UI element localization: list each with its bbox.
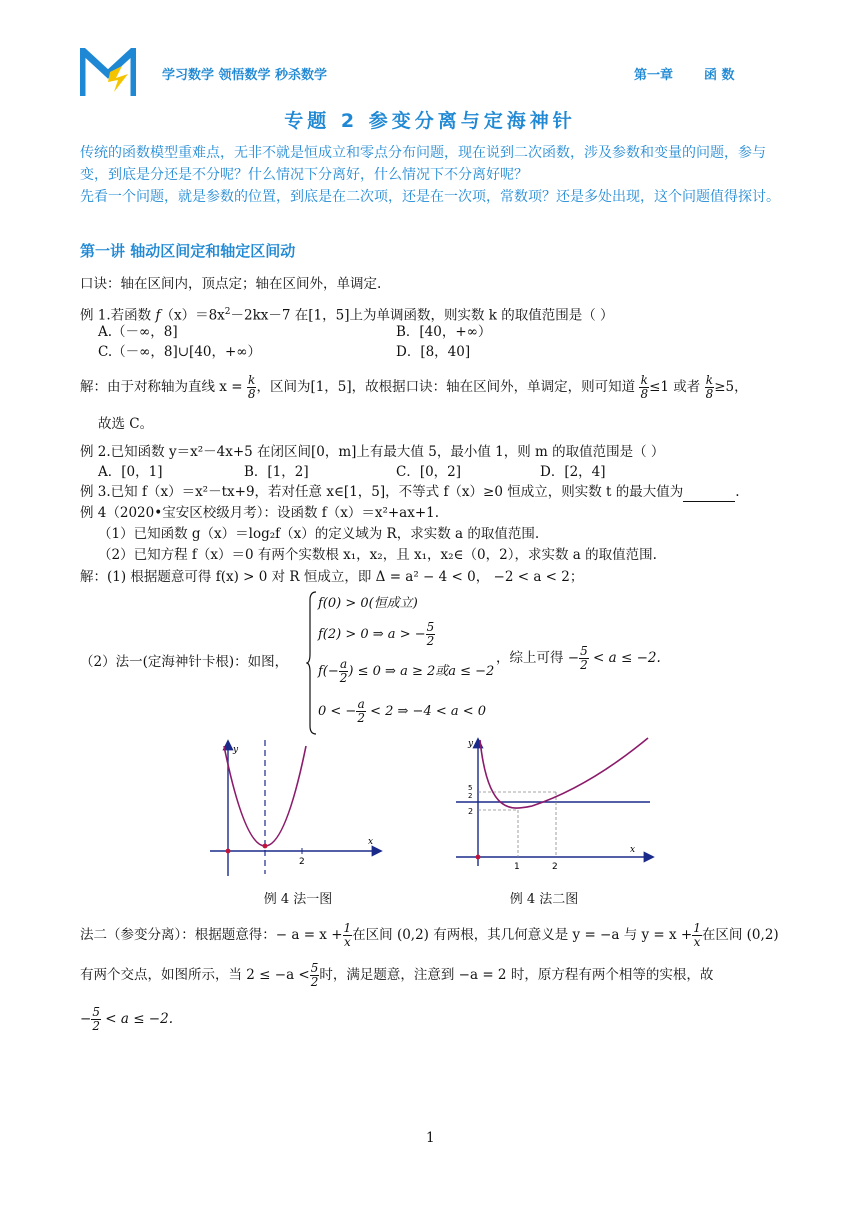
example-2-option-d: D．[2，4] — [540, 464, 606, 480]
example-4-question-2: （2）已知方程 f（x）＝0 有两个实数根 x₁，x₂，且 x₁，x₂∈（0，2），求实数 a 的取值范围. — [98, 547, 657, 563]
method-1-label: （2）法一(定海神针卡根)：如图， — [80, 654, 289, 670]
intro-paragraph-2: 先看一个问题，就是参数的位置，到底是在二次项，还是在一次项，常数项？还是多处出现，这个问题值得探讨。 — [80, 189, 780, 205]
case-system: f(0) > 0(恒成立) f(2) > 0 ⇒ a > − $\frac{5}{2}$ f(− $\frac{a}{2}$ ) ≤ 0 ⇒ a ≥ 2或a ≤ −2 0 < − $\frac{a}{2}$ < 2 ⇒ −4 < a < 0 — [318, 596, 495, 725]
example-1-option-c: C.（－∞，8]∪[40，+∞） — [98, 344, 262, 360]
page-title: 专题 2 参变分离与定海神针 — [284, 110, 576, 132]
intercept-point — [226, 849, 231, 854]
tick-1: 1 — [514, 862, 520, 870]
method-2-line-1: 法二（参变分离）：根据题意得：− a = x + $\frac{1}{x}$ 在区间 (0,2) 有两根，其几何意义是 y = −a 与 y = x + $\frac{1}{x}$ 在区间 (0,2) — [80, 921, 779, 949]
intro-paragraph-1: 传统的函数模型重难点，无非不就是恒成立和零点分布问题，现在说到二次函数，涉及参数和变量的问题，参与变，到底是分还是不分呢？什么情况下分离好，什么情况下不分离好呢？ — [80, 145, 766, 183]
tick-y2: 2 — [468, 807, 474, 816]
example-2-option-c: C．[0，2] — [396, 464, 462, 480]
vertex-point — [263, 844, 268, 849]
brand-logo — [80, 48, 136, 98]
mnemonic: 口诀：轴在区间内，顶点定；轴在区间外，单调定. — [80, 276, 382, 292]
example-1-option-a: A.（－∞，8] — [98, 324, 178, 340]
tick-2: 2 — [552, 862, 558, 870]
header-chapter-name: 函 数 — [704, 68, 735, 83]
y-label: y — [468, 739, 474, 749]
header-slogan: 学习数学 领悟数学 秒杀数学 — [162, 68, 328, 83]
example-4-stem: 例 4（2020•宝安区校级月考）：设函数 f（x）＝x²+ax+1. — [80, 505, 440, 521]
tick-2: 2 — [299, 857, 305, 867]
method-2-line-2: 有两个交点，如图所示，当 2 ≤ −a < $\frac{5}{2}$ 时，满足题意，注意到 −a = 2 时，原方程有两个相等的实根，故 — [80, 961, 714, 989]
figure-2-caption: 例 4 法二图 — [509, 892, 579, 907]
example-1-answer: 故选 C。 — [98, 416, 154, 432]
example-4-solution-1: 解：(1) 根据题意可得 f(x) > 0 对 R 恒成立，即 Δ = a² − 4 < 0， −2 < a < 2； — [80, 569, 584, 585]
example-3-stem: 例 3.已知 f（x）＝x²－tx+9，若对任意 x∈[1，5]，不等式 f（x）≥0 恒成立，则实数 t 的最大值为 . — [80, 484, 740, 500]
example-1-option-d: D．[8，40] — [396, 344, 471, 360]
tick-5: 5 — [468, 784, 473, 792]
figure-method-1 — [200, 736, 386, 882]
x-label: x — [630, 845, 636, 855]
system-brace — [306, 590, 318, 736]
example-1-stem: 例 1.若函数 $f(x)=8x^2-2kx-7$ 在[1，5]上为单调函数，则实数 k 的取值范围是（ ） — [80, 307, 614, 324]
y-label: y — [233, 745, 239, 755]
method-2-line-3: − $\frac{5}{2}$ < a ≤ −2. — [80, 1005, 173, 1033]
example-2-option-a: A．[0，1] — [98, 464, 163, 480]
example-2-option-b: B．[1，2] — [244, 464, 309, 480]
example-4-question-1: （1）已知函数 g（x）＝log₂f（x）的定义域为 R，求实数 a 的取值范围. — [98, 526, 540, 542]
page-number: 1 — [426, 1130, 435, 1146]
example-1-option-b: B．[40，+∞） — [396, 324, 492, 340]
x-label: x — [368, 837, 374, 847]
lecture-heading: 第一讲 轴动区间定和轴定区间动 — [80, 242, 296, 260]
origin-point — [476, 855, 481, 860]
method-1-conclusion: ，综上可得 − $\frac{5}{2}$ < a ≤ −2. — [496, 644, 661, 672]
tick-5-denominator: 2 — [468, 792, 473, 800]
header-chapter: 第一章 — [634, 68, 674, 83]
figure-method-2 — [452, 736, 662, 870]
curve — [480, 738, 648, 808]
example-2-stem: 例 2.已知函数 y＝x²－4x+5 在闭区间[0，m]上有最大值 5，最小值 1，则 m 的取值范围是（ ） — [80, 444, 665, 460]
answer-blank — [683, 487, 735, 502]
example-1-solution: 解：由于对称轴为直线 x = $\frac{k}{8}$ ，区间为[1，5]，故根据口诀：轴在区间外，单调定，则可知道 $\frac{k}{8}$ ≤1 或者 $\frac{k}{8}$ ≥5， — [80, 373, 748, 401]
figure-1-caption: 例 4 法一图 — [263, 892, 333, 907]
